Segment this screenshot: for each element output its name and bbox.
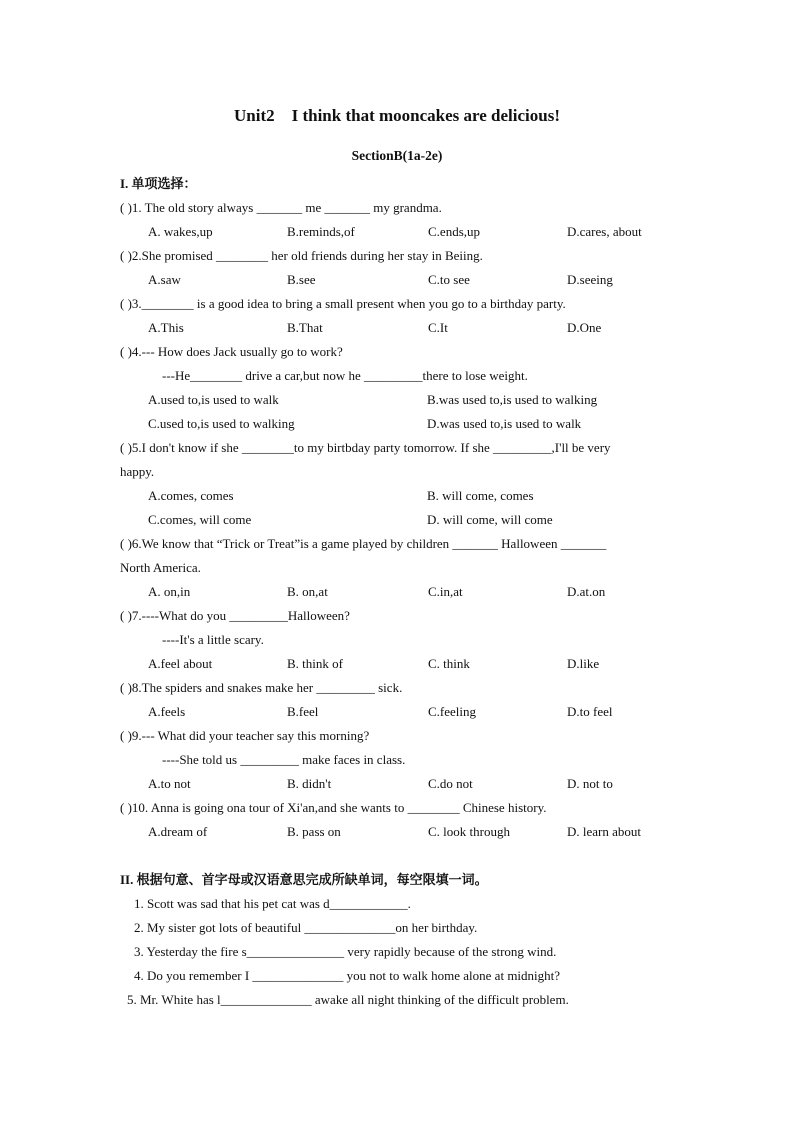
question-6-stem-cont: North America. [120, 560, 201, 575]
page-subtitle: SectionB(1a-2e) [351, 148, 443, 163]
section2-item-1: 1. Scott was sad that his pet cat was d____________. [134, 896, 411, 911]
question-6-option-a: A. on,in [148, 584, 191, 599]
question-10-option-a: A.dream of [148, 824, 208, 839]
question-9-option-c: C.do not [428, 776, 473, 791]
question-7-option-b: B. think of [287, 656, 343, 671]
question-4-stem-response: ---He________ drive a car,but now he _________there to lose weight. [162, 368, 528, 383]
question-2-option-a: A.saw [148, 272, 181, 287]
question-5-stem-cont: happy. [120, 464, 155, 479]
question-8-stem: ( )8.The spiders and snakes make her _________ sick. [120, 680, 403, 695]
question-3-stem: ( )3.________ is a good idea to bring a small present when you go to a birthday party. [120, 296, 566, 311]
question-1-option-a: A. wakes,up [148, 224, 213, 239]
question-7-stem: ( )7.----What do you _________Halloween? [120, 608, 350, 623]
question-8-option-d: D.to feel [567, 704, 613, 719]
question-2-stem: ( )2.She promised ________ her old friends during her stay in Beiing. [120, 248, 483, 263]
question-1-option-c: C.ends,up [428, 224, 480, 239]
question-8-option-c: C.feeling [428, 704, 477, 719]
question-2-option-b: B.see [287, 272, 316, 287]
question-3-option-d: D.One [567, 320, 602, 335]
section1-heading: I. 单项选择： [120, 176, 197, 191]
question-4-option-b: B.was used to,is used to walking [427, 392, 598, 407]
question-5-stem: ( )5.I don't know if she ________to my birtbday party tomorrow. If she _________,I'll be very [120, 440, 611, 455]
question-2-option-c: C.to see [428, 272, 470, 287]
section2-heading: II. 根据句意、首字母或汉语意思完成所缺单词，每空限填一词。 [120, 872, 488, 887]
question-7-stem-response: ----It's a little scary. [162, 632, 264, 647]
question-10-option-c: C. look through [428, 824, 510, 839]
question-9-stem-response: ----She told us _________ make faces in class. [162, 752, 406, 767]
question-7-option-a: A.feel about [148, 656, 213, 671]
question-3-option-b: B.That [287, 320, 323, 335]
question-1-option-d: D.cares, about [567, 224, 642, 239]
question-9-option-d: D. not to [567, 776, 613, 791]
question-5-option-a: A.comes, comes [148, 488, 234, 503]
section2-item-5: 5. Mr. White has l______________ awake all night thinking of the difficult problem. [127, 992, 569, 1007]
question-5-option-d: D. will come, will come [427, 512, 553, 527]
question-3-option-a: A.This [148, 320, 184, 335]
question-10-option-d: D. learn about [567, 824, 642, 839]
question-8-option-b: B.feel [287, 704, 319, 719]
question-9-stem: ( )9.--- What did your teacher say this morning? [120, 728, 370, 743]
question-6-option-b: B. on,at [287, 584, 328, 599]
question-8-option-a: A.feels [148, 704, 186, 719]
question-4-option-d: D.was used to,is used to walk [427, 416, 582, 431]
question-7-option-d: D.like [567, 656, 600, 671]
question-4-option-a: A.used to,is used to walk [148, 392, 279, 407]
question-6-option-c: C.in,at [428, 584, 463, 599]
question-6-option-d: D.at.on [567, 584, 606, 599]
section2-item-3: 3. Yesterday the fire s_______________ very rapidly because of the strong wind. [134, 944, 557, 959]
page-title: Unit2 I think that mooncakes are delicious! [233, 106, 560, 125]
question-5-option-b: B. will come, comes [427, 488, 534, 503]
question-1-option-b: B.reminds,of [287, 224, 355, 239]
question-10-option-b: B. pass on [287, 824, 341, 839]
question-1-stem: ( )1. The old story always _______ me _______ my grandma. [120, 200, 442, 215]
question-4-stem: ( )4.--- How does Jack usually go to work? [120, 344, 343, 359]
question-2-option-d: D.seeing [567, 272, 613, 287]
section2-item-4: 4. Do you remember I ______________ you not to walk home alone at midnight? [134, 968, 561, 983]
question-4-option-c: C.used to,is used to walking [148, 416, 295, 431]
question-9-option-b: B. didn't [287, 776, 332, 791]
question-9-option-a: A.to not [148, 776, 191, 791]
question-10-stem: ( )10. Anna is going ona tour of Xi'an,and she wants to ________ Chinese history. [120, 800, 547, 815]
question-3-option-c: C.It [428, 320, 448, 335]
question-6-stem: ( )6.We know that “Trick or Treat”is a game played by children _______ Halloween _______ [120, 536, 607, 551]
question-5-option-c: C.comes, will come [148, 512, 252, 527]
question-7-option-c: C. think [428, 656, 470, 671]
section2-item-2: 2. My sister got lots of beautiful ______________on her birthday. [134, 920, 478, 935]
